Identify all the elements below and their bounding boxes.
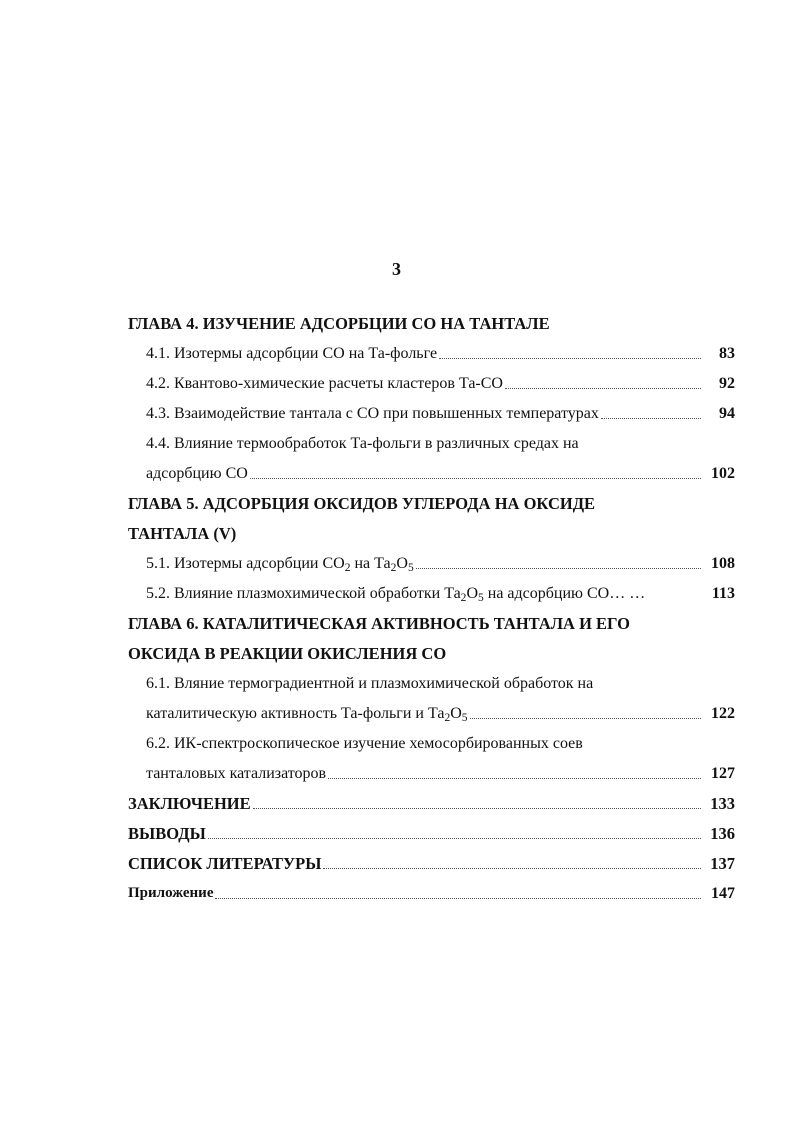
chapter-6-heading (128, 608, 735, 638)
dot-leader (470, 717, 701, 719)
page-number: 3 (392, 259, 401, 279)
entry-page: 137 (710, 854, 735, 873)
dot-leader (416, 567, 701, 569)
chapter-4-title: ГЛАВА 4. ИЗУЧЕНИЕ АДСОРБЦИИ СО НА ТАНТАЛЕ (128, 314, 550, 333)
entry-page: 113 (711, 585, 735, 602)
dot-leader (328, 777, 701, 779)
entry-title: 4.4. Влияние термообработок Та-фольги в различных средах на (146, 435, 579, 452)
entry-title-cont: адсорбцию СО (146, 465, 248, 482)
dot-leader (323, 867, 701, 869)
toc-entry-conclusion (128, 788, 735, 818)
toc-entry-4-3 (128, 398, 735, 428)
entry-title: Приложение (128, 885, 214, 901)
toc-entry-4-4-line2 (128, 458, 735, 488)
entry-title: ВЫВОДЫ (128, 824, 206, 843)
chapter-6-title-cont: ОКСИДА В РЕАКЦИИ ОКИСЛЕНИЯ СО (128, 644, 447, 663)
entry-title-cont: каталитическую активность Та-фольги и $Та_2О_5$ (146, 705, 468, 724)
entry-title: СПИСОК ЛИТЕРАТУРЫ (128, 854, 322, 873)
toc-entry-4-2 (128, 368, 735, 398)
toc-entry-4-4-line1 (128, 428, 735, 458)
dot-leader (208, 837, 701, 839)
toc-entry-6-2-line1 (128, 728, 735, 758)
dot-leader (505, 387, 701, 389)
entry-page: 133 (710, 794, 735, 813)
toc-entry-references (128, 848, 735, 878)
dot-leader (215, 897, 701, 899)
entry-title: 5.2. Влияние плазмохимической обработки $Та_2О_5$ на адсорбцию СО… … (146, 585, 646, 604)
entry-title: 5.1. Изотермы адсорбции $СО_2$ на $Та_2О_5$ (146, 555, 414, 574)
toc-entry-appendix (128, 878, 735, 908)
entry-page: 136 (710, 824, 735, 843)
chapter-5-heading (128, 488, 735, 518)
chapter-5-title: ГЛАВА 5. АДСОРБЦИЯ ОКСИДОВ УГЛЕРОДА НА ОКСИДЕ (128, 494, 596, 513)
toc-entry-6-1-line2 (128, 698, 735, 728)
entry-title: ЗАКЛЮЧЕНИЕ (128, 794, 251, 813)
entry-page: 94 (719, 405, 735, 422)
toc-entry-5-1 (128, 548, 735, 578)
entry-page: 102 (711, 465, 735, 482)
entry-page: 122 (711, 705, 735, 722)
entry-title: 4.3. Взаимодействие тантала с СО при повышенных температурах (146, 405, 599, 422)
chapter-5-title-cont: ТАНТАЛА (V) (128, 524, 237, 543)
chapter-5-heading-cont (128, 518, 735, 548)
toc-entry-4-1 (128, 338, 735, 368)
entry-page: 147 (711, 885, 735, 902)
toc-entry-6-1-line1 (128, 668, 735, 698)
dot-leader (601, 417, 701, 419)
table-of-contents (128, 308, 735, 908)
entry-page: 127 (711, 765, 735, 782)
entry-page: 92 (719, 375, 735, 392)
chapter-4-heading (128, 308, 735, 338)
entry-title: 4.1. Изотермы адсорбции СО на Та-фольге (146, 345, 438, 362)
entry-title: 6.2. ИК-спектроскопическое изучение хемосорбированных соев (146, 735, 583, 752)
toc-entry-5-2 (128, 578, 735, 608)
entry-title: 4.2. Квантово-химические расчеты кластеров Та-СО (146, 375, 503, 392)
chapter-6-title: ГЛАВА 6. КАТАЛИТИЧЕСКАЯ АКТИВНОСТЬ ТАНТАЛА И ЕГО (128, 614, 630, 633)
entry-title-cont: танталовых катализаторов (146, 765, 327, 782)
chapter-6-heading-cont (128, 638, 735, 668)
entry-page: 83 (719, 345, 735, 362)
toc-entry-findings (128, 818, 735, 848)
entry-page: 108 (711, 555, 735, 572)
dot-leader (253, 807, 701, 809)
toc-entry-6-2-line2 (128, 758, 735, 788)
entry-title: 6.1. Вляние термоградиентной и плазмохимической обработок на (146, 675, 594, 692)
dot-leader (439, 357, 701, 359)
dot-leader (250, 477, 701, 479)
dot-leader (647, 597, 687, 599)
